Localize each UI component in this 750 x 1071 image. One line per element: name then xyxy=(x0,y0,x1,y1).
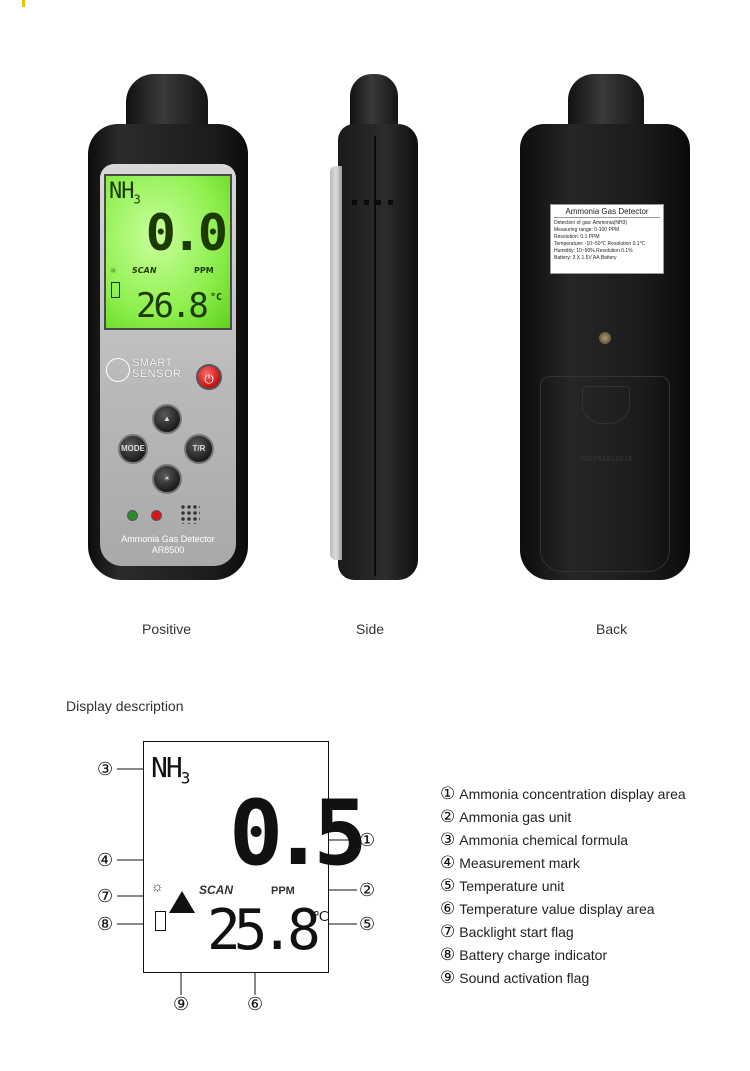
legend-item: ⑥ Temperature value display area xyxy=(440,899,655,918)
callout-9: ⑨ xyxy=(173,994,190,1014)
serial-number: S01051512016 xyxy=(579,456,633,463)
legend-item: ⑤ Temperature unit xyxy=(440,876,565,895)
diagram-temp-unit: ℃ xyxy=(313,909,329,925)
legend-item: ③ Ammonia chemical formula xyxy=(440,830,629,849)
side-shell xyxy=(338,124,418,580)
lcd-concentration: 0.0 xyxy=(145,204,224,262)
lcd-ppm-unit: PPM xyxy=(194,266,214,275)
model-label xyxy=(106,534,230,556)
lcd-formula: $NH_3$ xyxy=(109,179,140,207)
callout-5: ⑤ xyxy=(359,914,376,934)
callout-6: ⑥ xyxy=(247,994,264,1014)
battery-cover-latch xyxy=(582,386,630,424)
legend-item: ⑧ Battery charge indicator xyxy=(440,945,608,964)
device-back xyxy=(520,74,690,580)
lcd-scan-mark: SCAN xyxy=(132,266,157,275)
vent-hole xyxy=(388,200,393,205)
battery-icon xyxy=(111,282,120,298)
vent-hole xyxy=(376,200,381,205)
spec-label xyxy=(550,204,664,274)
caption-back: Back xyxy=(596,621,628,637)
corner-mark xyxy=(22,0,28,6)
diagram-battery-icon xyxy=(155,911,166,931)
diagram-formula: $NH_3$ xyxy=(151,751,189,788)
crosshair-logo-icon xyxy=(106,358,130,382)
mode-button[interactable]: MODE xyxy=(118,434,148,464)
side-edge xyxy=(330,166,342,560)
display-legend xyxy=(440,784,740,991)
device-front xyxy=(88,74,248,580)
lcd-temp-unit: °C xyxy=(209,292,222,303)
diagram-concentration: 0.5 xyxy=(229,781,356,886)
device-side xyxy=(330,74,418,580)
light-bulb-icon: ☀ xyxy=(163,474,171,483)
legend-item: ① Ammonia concentration display area xyxy=(440,784,686,803)
callout-7: ⑦ xyxy=(97,886,114,906)
model-number: AR8500 xyxy=(151,545,185,555)
brand-line-2: SENSOR xyxy=(132,368,182,380)
lcd-screen xyxy=(104,174,232,330)
callout-3: ③ xyxy=(97,759,114,779)
display-diagram xyxy=(97,741,376,1016)
diagram-scan-mark: SCAN xyxy=(199,883,234,897)
model-name: Ammonia Gas Detector xyxy=(121,534,215,544)
caption-positive: Positive xyxy=(142,621,192,637)
backlight-icon: ☼ xyxy=(110,266,117,277)
green-led xyxy=(127,510,138,521)
diagram-ppm-unit: PPM xyxy=(271,885,295,897)
legend-item: ⑦ Backlight start flag xyxy=(440,922,574,941)
speaker-grille xyxy=(180,504,200,524)
diagram-temperature: 25.8 xyxy=(207,898,314,963)
backlight-button[interactable] xyxy=(152,464,182,494)
display-description-title: Display description xyxy=(66,698,184,714)
screw xyxy=(599,332,611,344)
tr-button[interactable]: T/R xyxy=(184,434,214,464)
spec-line: Measuring range: 0-100 PPM xyxy=(554,227,620,233)
vent-hole xyxy=(364,200,369,205)
lcd-temperature: 26.8 xyxy=(136,286,206,326)
spec-line: Humidity: 10~90% Resolution 0.1% xyxy=(554,248,633,254)
spec-label-title: Ammonia Gas Detector xyxy=(554,207,660,218)
spec-line: Temperature: -10~50℃ Resolution 0.1℃ xyxy=(554,241,646,247)
red-led xyxy=(151,510,162,521)
brand-line-1: SMART xyxy=(132,357,173,369)
spec-line: Detection of gas: Ammonia(NH3) xyxy=(554,220,628,226)
callout-8: ⑧ xyxy=(97,914,114,934)
vent-hole xyxy=(352,200,357,205)
up-button[interactable]: ▲ xyxy=(152,404,182,434)
callout-4: ④ xyxy=(97,850,114,870)
caption-side: Side xyxy=(356,621,385,637)
diagram-backlight-icon: ☼ xyxy=(151,878,164,894)
legend-item: ④ Measurement mark xyxy=(440,853,580,872)
spec-line: Resolution: 0.1 PPM xyxy=(554,234,600,240)
callout-1: ① xyxy=(359,830,376,850)
legend-item: ⑨ Sound activation flag xyxy=(440,968,590,987)
callout-2: ② xyxy=(359,880,376,900)
power-button[interactable]: ⏻ xyxy=(196,364,222,390)
legend-item: ② Ammonia gas unit xyxy=(440,807,572,826)
sound-icon xyxy=(169,891,195,913)
spec-line: Battery: 3 X 1.5V AA Battery xyxy=(554,255,617,261)
